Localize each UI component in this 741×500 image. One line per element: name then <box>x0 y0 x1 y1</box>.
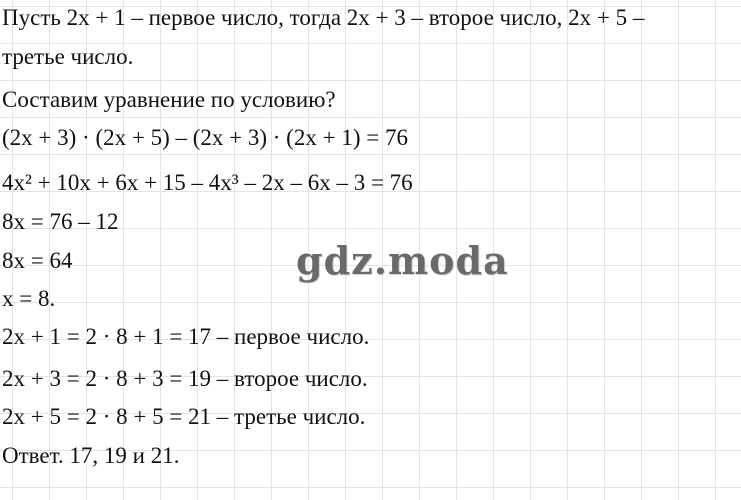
solution-line-7: 8x = 64 <box>2 248 73 273</box>
solution-line-4: (2x + 3) · (2x + 5) – (2x + 3) · (2x + 1) = 76 <box>2 125 408 150</box>
solution-line-6: 8x = 76 – 12 <box>2 209 119 234</box>
solution-line-2: третье число. <box>2 44 134 69</box>
watermark-logo: gdz.moda <box>296 238 509 283</box>
solution-line-8: x = 8. <box>2 286 56 311</box>
solution-line-9: 2x + 1 = 2 · 8 + 1 = 17 – первое число. <box>2 324 370 349</box>
solution-line-10: 2x + 3 = 2 · 8 + 3 = 19 – второе число. <box>2 366 368 391</box>
solution-line-5: 4x² + 10x + 6x + 15 – 4x³ – 2x – 6x – 3 = 76 <box>2 170 413 195</box>
solution-line-3: Составим уравнение по условию? <box>2 87 336 112</box>
solution-line-1: Пусть 2x + 1 – первое число, тогда 2x + 3 – второе число, 2x + 5 – <box>2 5 645 30</box>
solution-line-12: Ответ. 17, 19 и 21. <box>2 443 180 468</box>
solution-line-11: 2x + 5 = 2 · 8 + 5 = 21 – третье число. <box>2 404 366 429</box>
